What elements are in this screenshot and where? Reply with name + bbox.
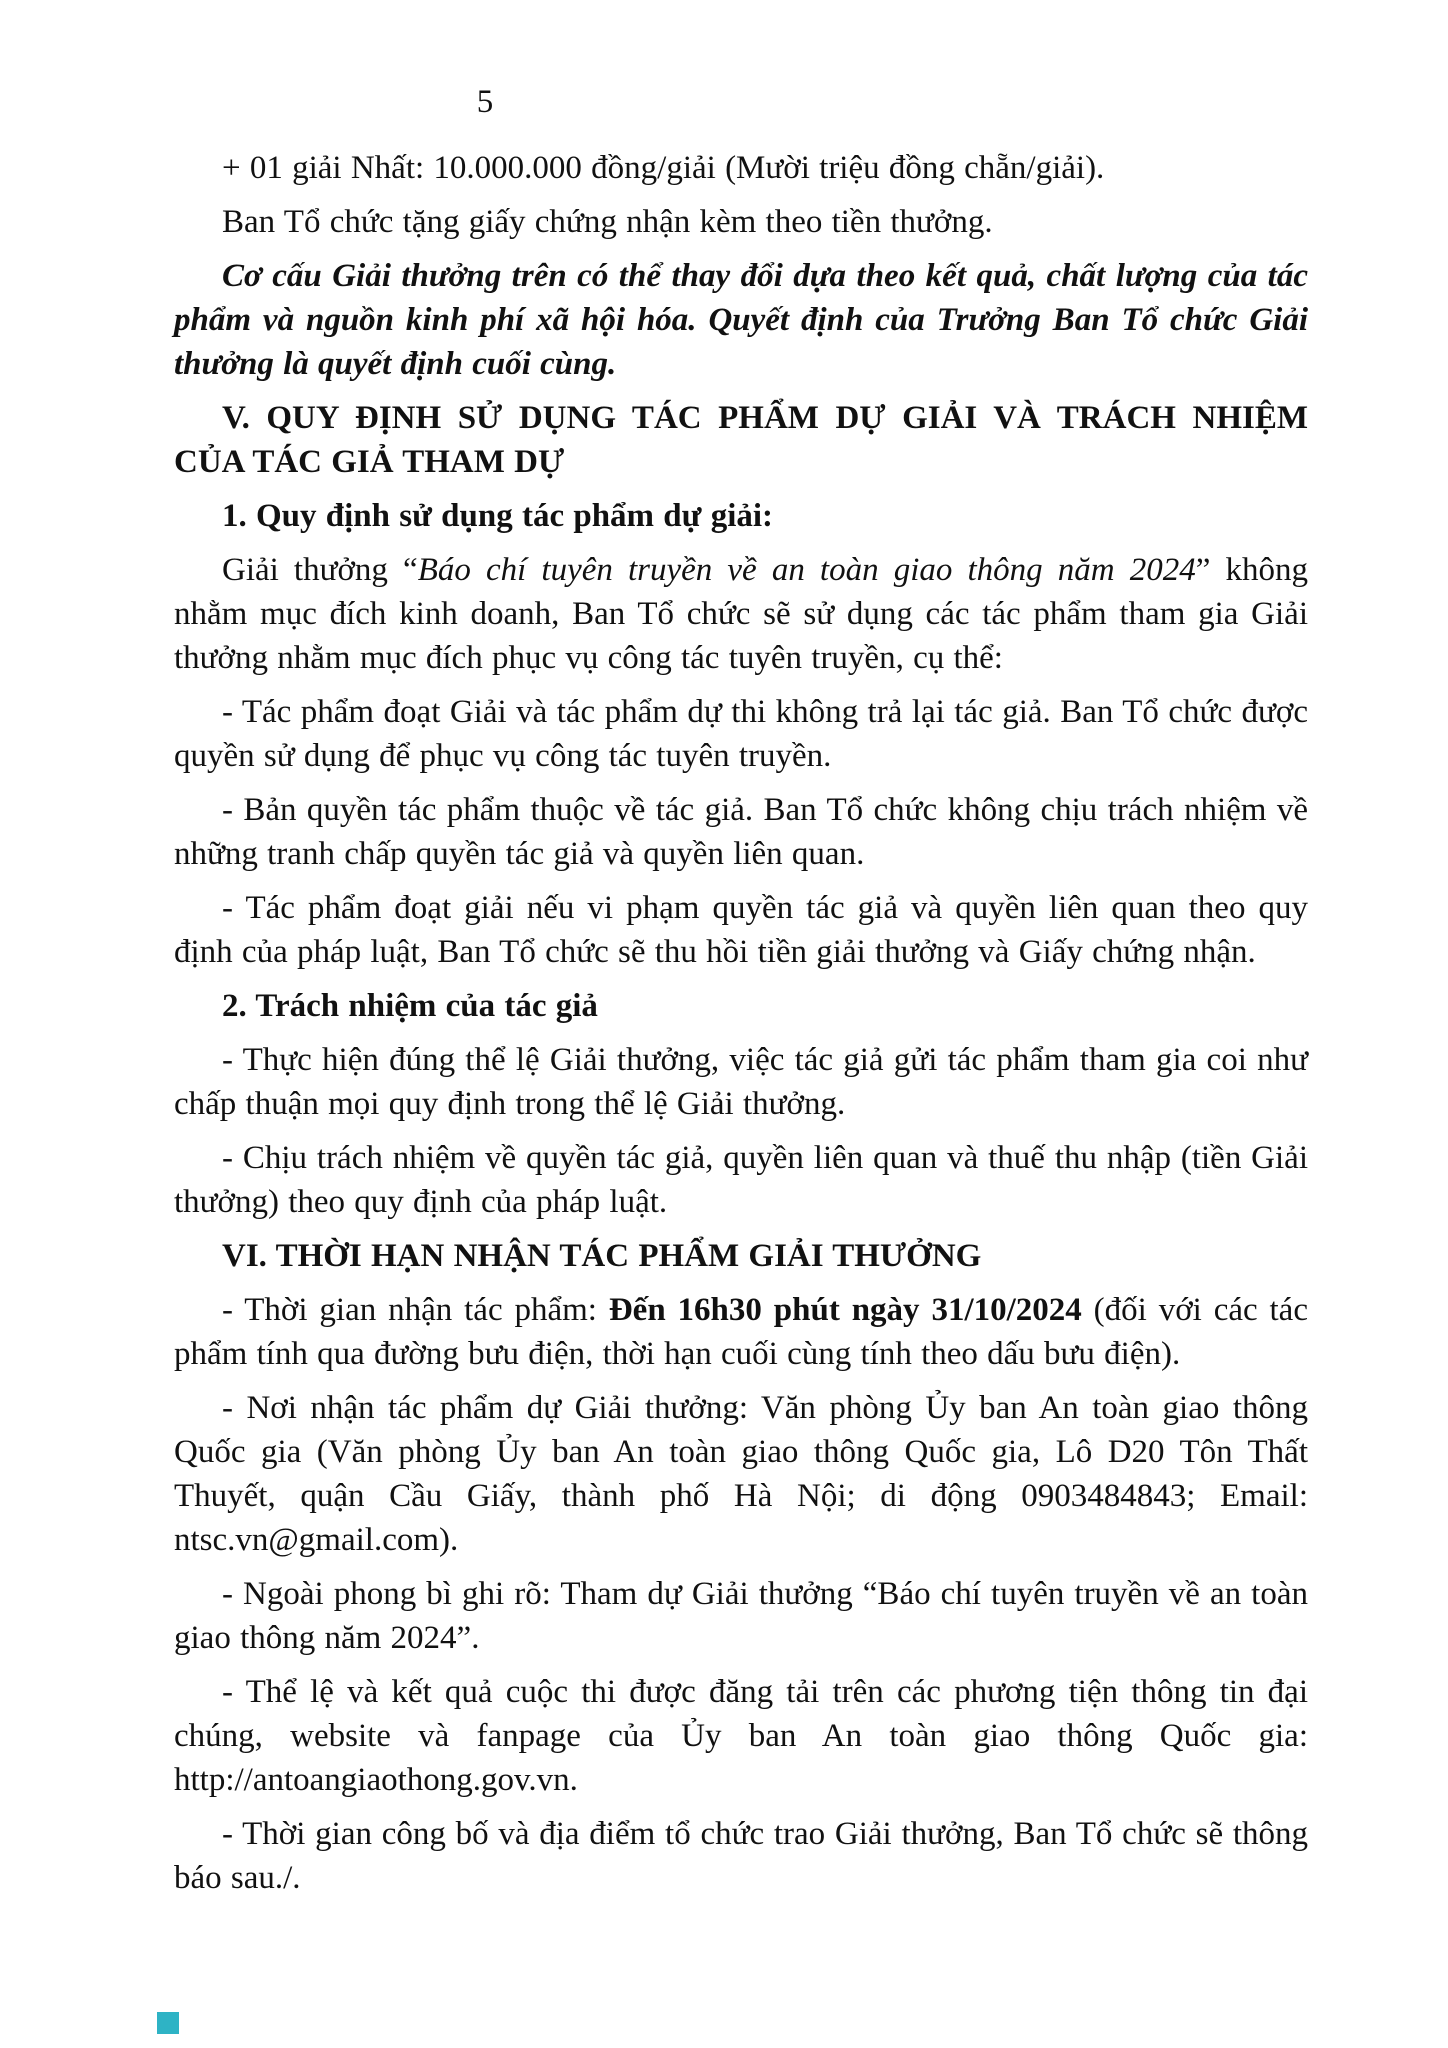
heading-author-responsibility: 2. Trách nhiệm của tác giả: [222, 988, 598, 1024]
paragraph-publication-channels: - Thể lệ và kết quả cuộc thi được đăng tải trên các phương tiện thông tin đại chúng, website và fanpage của Ủy ban An toàn giao thông Quốc gia: http://antoangiaothong.gov.vn.: [174, 1674, 1308, 1798]
paragraph-deadline: [174, 1288, 1308, 1376]
paragraph-submission-address: - Nơi nhận tác phẩm dự Giải thưởng: Văn phòng Ủy ban An toàn giao thông Quốc gia (Văn phòng Ủy ban An toàn giao thông Quốc gia, Lô D20 Tôn Thất Thuyết, quận Cầu Giấy, thành phố Hà Nội; di động 0903484843; Email: ntsc.vn@gmail.com).: [174, 1390, 1308, 1558]
deadline-post: (đối với các tác phẩm tính qua đường bưu điện, thời hạn cuối cùng tính theo dấu bưu điện).: [174, 1292, 1308, 1372]
paragraph-usage-rule-2: - Bản quyền tác phẩm thuộc về tác giả. Ban Tổ chức không chịu trách nhiệm về những tranh chấp quyền tác giả và quyền liên quan.: [174, 792, 1308, 872]
paragraph-responsibility-2: - Chịu trách nhiệm về quyền tác giả, quyền liên quan và thuế thu nhập (tiền Giải thưởng) theo quy định của pháp luật.: [174, 1140, 1308, 1220]
award-title-italic: Báo chí tuyên truyền về an toàn giao thông năm 2024: [417, 552, 1196, 588]
heading-section-5: V. QUY ĐỊNH SỬ DỤNG TÁC PHẨM DỰ GIẢI VÀ TRÁCH NHIỆM CỦA TÁC GIẢ THAM DỰ: [174, 400, 1308, 480]
paragraph-usage-rule-1: - Tác phẩm đoạt Giải và tác phẩm dự thi không trả lại tác giả. Ban Tổ chức được quyền sử dụng để phục vụ công tác tuyên truyền.: [174, 694, 1308, 774]
usage-intro-pre: Giải thưởng “: [222, 552, 418, 588]
page-number: 5: [476, 84, 494, 120]
paragraph-first-prize: + 01 giải Nhất: 10.000.000 đồng/giải (Mười triệu đồng chẵn/giải).: [222, 150, 1105, 186]
heading-usage-rules: 1. Quy định sử dụng tác phẩm dự giải:: [222, 498, 774, 534]
deadline-date-bold: Đến 16h30 phút ngày 31/10/2024: [608, 1292, 1082, 1328]
scan-artifact: [157, 2012, 179, 2034]
paragraph-certificate: Ban Tổ chức tặng giấy chứng nhận kèm theo tiền thưởng.: [222, 204, 993, 240]
paragraph-announcement-note: - Thời gian công bố và địa điểm tổ chức trao Giải thưởng, Ban Tổ chức sẽ thông báo sau./.: [174, 1816, 1308, 1896]
paragraph-usage-intro: [174, 548, 1308, 680]
deadline-pre: - Thời gian nhận tác phẩm:: [222, 1292, 609, 1328]
paragraph-structure-note: Cơ cấu Giải thưởng trên có thể thay đổi dựa theo kết quả, chất lượng của tác phẩm và nguồn kinh phí xã hội hóa. Quyết định của Trưởng Ban Tổ chức Giải thưởng là quyết định cuối cùng.: [174, 258, 1308, 382]
heading-section-6: VI. THỜI HẠN NHẬN TÁC PHẨM GIẢI THƯỞNG: [222, 1238, 982, 1274]
paragraph-usage-rule-3: - Tác phẩm đoạt giải nếu vi phạm quyền tác giả và quyền liên quan theo quy định của pháp luật, Ban Tổ chức sẽ thu hồi tiền giải thưởng và Giấy chứng nhận.: [174, 890, 1308, 970]
document-body: [174, 146, 1308, 1900]
usage-intro-post: ” không nhằm mục đích kinh doanh, Ban Tổ chức sẽ sử dụng các tác phẩm tham gia Giải thưởng nhằm mục đích phục vụ công tác tuyên truyền, cụ thể:: [174, 552, 1308, 676]
paragraph-responsibility-1: - Thực hiện đúng thể lệ Giải thưởng, việc tác giả gửi tác phẩm tham gia coi như chấp thuận mọi quy định trong thể lệ Giải thưởng.: [174, 1042, 1308, 1122]
paragraph-envelope-note: - Ngoài phong bì ghi rõ: Tham dự Giải thưởng “Báo chí tuyên truyền về an toàn giao thông năm 2024”.: [174, 1576, 1308, 1656]
